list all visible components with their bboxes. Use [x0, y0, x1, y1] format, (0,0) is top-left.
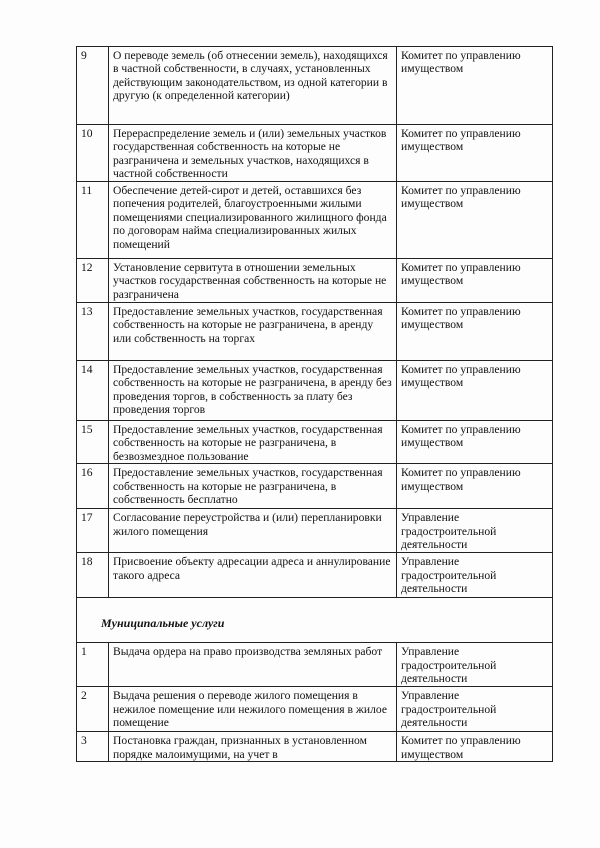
row-number: 3 [77, 732, 109, 762]
row-number: 9 [77, 47, 109, 125]
responsible-department: Комитет по управлению имуществом [397, 361, 553, 421]
service-name: Предоставление земельных участков, государственная собственность на которые не разграничена, в аренду или собственность на торгах [109, 303, 397, 361]
services-table [76, 46, 553, 762]
service-name: Постановка граждан, признанных в установленном порядке малоимущими, на учет в [109, 732, 397, 762]
table-row [77, 732, 553, 762]
responsible-department: Комитет по управлению имуществом [397, 259, 553, 303]
responsible-department: Комитет по управлению имуществом [397, 47, 553, 125]
row-number: 11 [77, 182, 109, 259]
responsible-department: Управление градостроительной деятельности [397, 643, 553, 687]
row-number: 2 [77, 687, 109, 732]
responsible-department: Комитет по управлению имуществом [397, 303, 553, 361]
table-row [77, 509, 553, 553]
row-number: 14 [77, 361, 109, 421]
service-name: Обеспечение детей-сирот и детей, оставшихся без попечения родителей, благоустроенными жилыми помещениями специализированного жилищного фонда по договорам найма специализированных жилых помещений [109, 182, 397, 259]
table-row [77, 464, 553, 509]
responsible-department: Комитет по управлению имуществом [397, 464, 553, 509]
table-row [77, 687, 553, 732]
service-name: Предоставление земельных участков, государственная собственность на которые не разграничена, в безвозмездное пользование [109, 421, 397, 464]
responsible-department: Управление градостроительной деятельности [397, 687, 553, 732]
responsible-department: Комитет по управлению имуществом [397, 182, 553, 259]
table-row [77, 553, 553, 598]
row-number: 18 [77, 553, 109, 598]
service-name: О переводе земель (об отнесении земель), находящихся в частной собственности, в случаях, установленных действующим законодательством, из одной категории в другую (к определенной категории) [109, 47, 397, 125]
section-title-text: Муниципальные услуги [101, 615, 225, 630]
section-header-row [77, 598, 553, 643]
table-row [77, 361, 553, 421]
responsible-department: Комитет по управлению имуществом [397, 732, 553, 762]
responsible-department: Комитет по управлению имуществом [397, 421, 553, 464]
table-row [77, 421, 553, 464]
service-name: Предоставление земельных участков, государственная собственность на которые не разграничена, в аренду без проведения торгов, в собственность за плату без проведения торгов [109, 361, 397, 421]
table-row [77, 182, 553, 259]
service-name: Согласование переустройства и (или) перепланировки жилого помещения [109, 509, 397, 553]
row-number: 10 [77, 125, 109, 182]
service-name: Перераспределение земель и (или) земельных участков государственная собственность на которые не разграничена и земельных участков, находящихся в частной собственности [109, 125, 397, 182]
row-number: 15 [77, 421, 109, 464]
service-name: Предоставление земельных участков, государственная собственность на которые не разграничена, в собственность бесплатно [109, 464, 397, 509]
section-title [77, 598, 553, 643]
service-name: Выдача ордера на право производства земляных работ [109, 643, 397, 687]
row-number: 17 [77, 509, 109, 553]
responsible-department: Управление градостроительной деятельности [397, 509, 553, 553]
service-name: Выдача решения о переводе жилого помещения в нежилое помещение или нежилого помещения в жилое помещение [109, 687, 397, 732]
table-row [77, 303, 553, 361]
service-name: Установление сервитута в отношении земельных участков государственная собственность на которые не разграничена [109, 259, 397, 303]
table-row [77, 125, 553, 182]
row-number: 16 [77, 464, 109, 509]
row-number: 1 [77, 643, 109, 687]
responsible-department: Комитет по управлению имуществом [397, 125, 553, 182]
table-row [77, 47, 553, 125]
table-row [77, 259, 553, 303]
service-name: Присвоение объекту адресации адреса и аннулирование такого адреса [109, 553, 397, 598]
responsible-department: Управление градостроительной деятельности [397, 553, 553, 598]
table-row [77, 643, 553, 687]
row-number: 13 [77, 303, 109, 361]
row-number: 12 [77, 259, 109, 303]
